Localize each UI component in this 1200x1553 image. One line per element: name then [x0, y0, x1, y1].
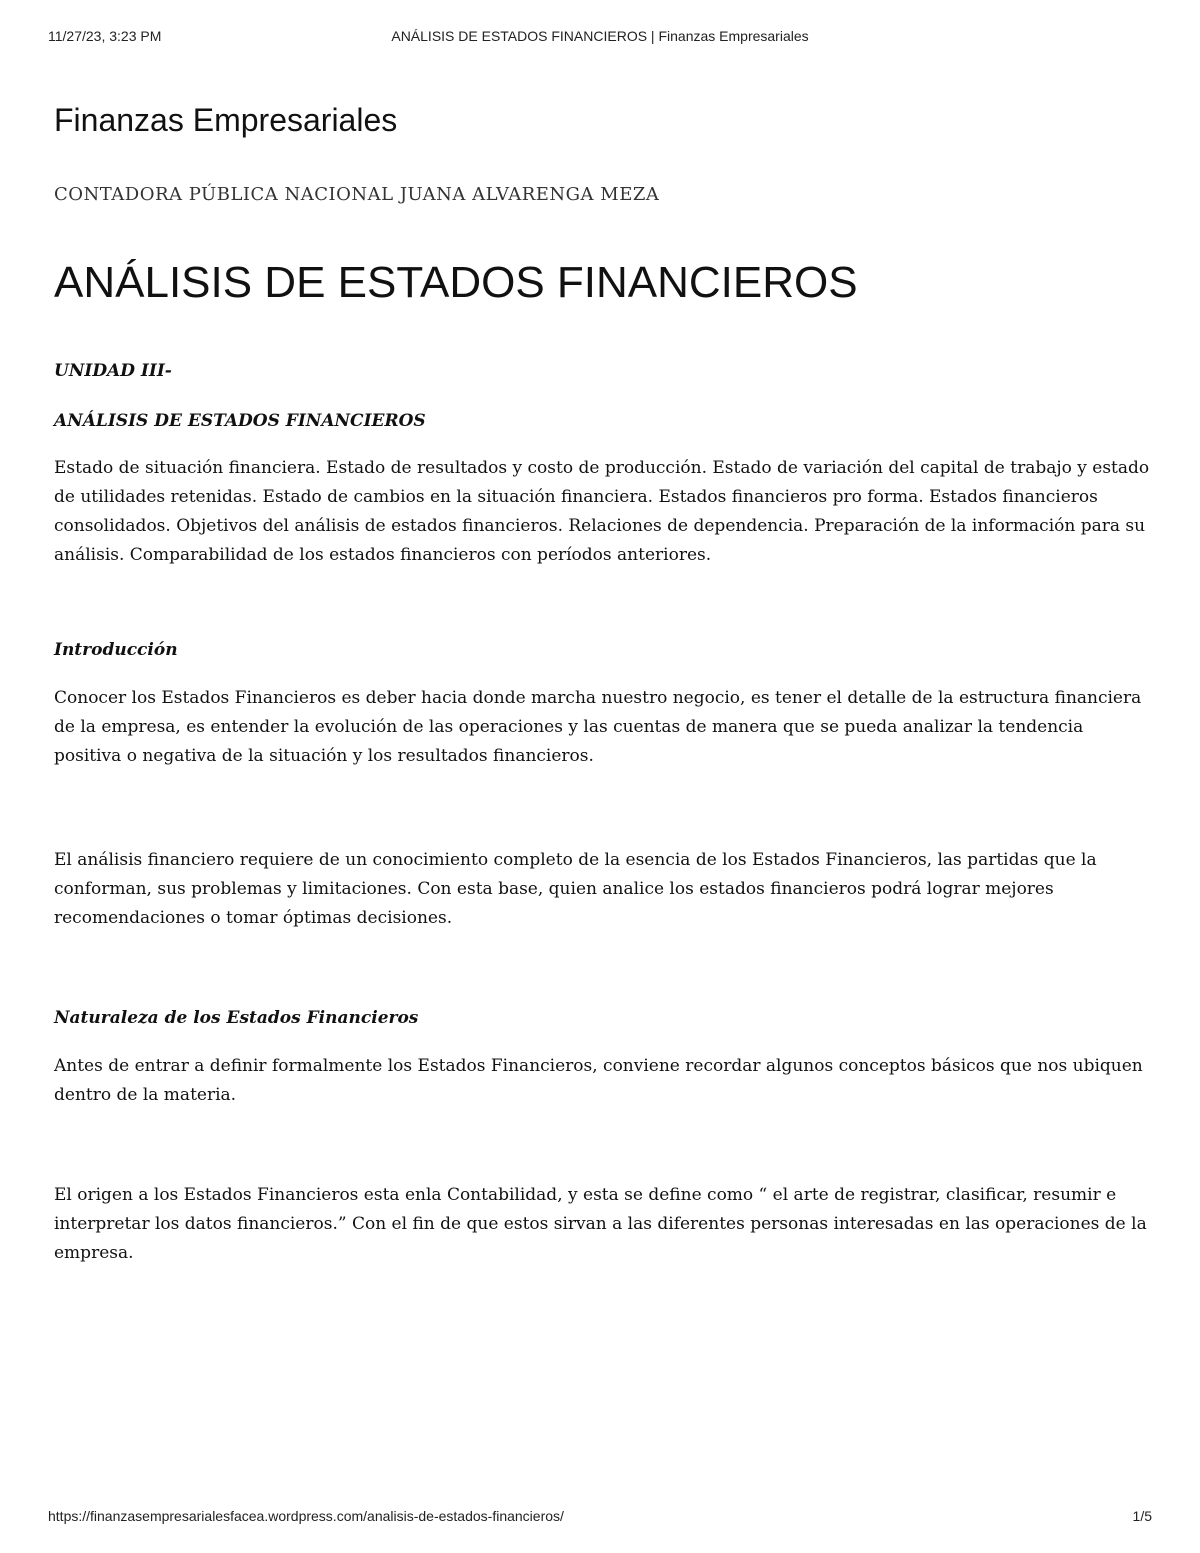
page-number: 1/5: [1132, 1508, 1152, 1524]
site-tagline: CONTADORA PÚBLICA NACIONAL JUANA ALVARENGA MEZA: [54, 183, 660, 205]
site-title[interactable]: Finanzas Empresariales: [54, 102, 398, 138]
nature-paragraph-1: Antes de entrar a definir formalmente los Estados Financieros, conviene recordar algunos conceptos básicos que nos ubiquen dentro de la materia.: [54, 1056, 1143, 1106]
nature-paragraph-2: El origen a los Estados Financieros esta enla Contabilidad, y esta se define como “ el arte de registrar, clasificar, resumir e interpretar los datos financieros.” Con el fin de que estos sirvan a las diferentes personas interesadas en las operaciones de la empresa.: [54, 1185, 1147, 1264]
print-header: [48, 28, 1152, 48]
section-heading-naturaleza: Naturaleza de los Estados Financieros: [54, 1008, 419, 1029]
intro-paragraph-1: Conocer los Estados Financieros es deber hacia donde marcha nuestro negocio, es tener el detalle de la estructura financiera de la empresa, es entender la evolución de las operaciones y las cuentas de manera que se pueda analizar la tendencia positiva o negativa de la situación y los resultados financieros.: [54, 688, 1142, 767]
print-footer: [48, 1508, 1152, 1528]
intro-paragraph-2: El análisis financiero requiere de un conocimiento completo de la esencia de los Estados Financieros, las partidas que la conforman, sus problemas y limitaciones. Con esta base, quien analice los estados financieros podrá lograr mejores recomendaciones o tomar óptimas decisiones.: [54, 850, 1097, 929]
post-title: ANÁLISIS DE ESTADOS FINANCIEROS: [54, 257, 858, 307]
page-url: https://finanzasempresarialesfacea.wordpress.com/analisis-de-estados-financieros/: [48, 1508, 564, 1524]
section-heading-introduccion: Introducción: [54, 640, 178, 661]
print-datetime: 11/27/23, 3:23 PM: [48, 28, 162, 44]
page-content: [54, 100, 1154, 1268]
unit-title: ANÁLISIS DE ESTADOS FINANCIEROS: [54, 411, 426, 432]
print-document-title: ANÁLISIS DE ESTADOS FINANCIEROS | Finanzas Empresariales: [391, 28, 809, 44]
unit-label: UNIDAD III-: [54, 361, 172, 382]
unit-summary-paragraph: Estado de situación financiera. Estado de resultados y costo de producción. Estado de variación del capital de trabajo y estado de utilidades retenidas. Estado de cambios en la situación financiera. Estados financieros pro forma. Estados financieros consolidados. Objetivos del análisis de estados financieros. Relaciones de dependencia. Preparación de la información para su análisis. Comparabilidad de los estados financieros con períodos anteriores.: [54, 458, 1150, 566]
